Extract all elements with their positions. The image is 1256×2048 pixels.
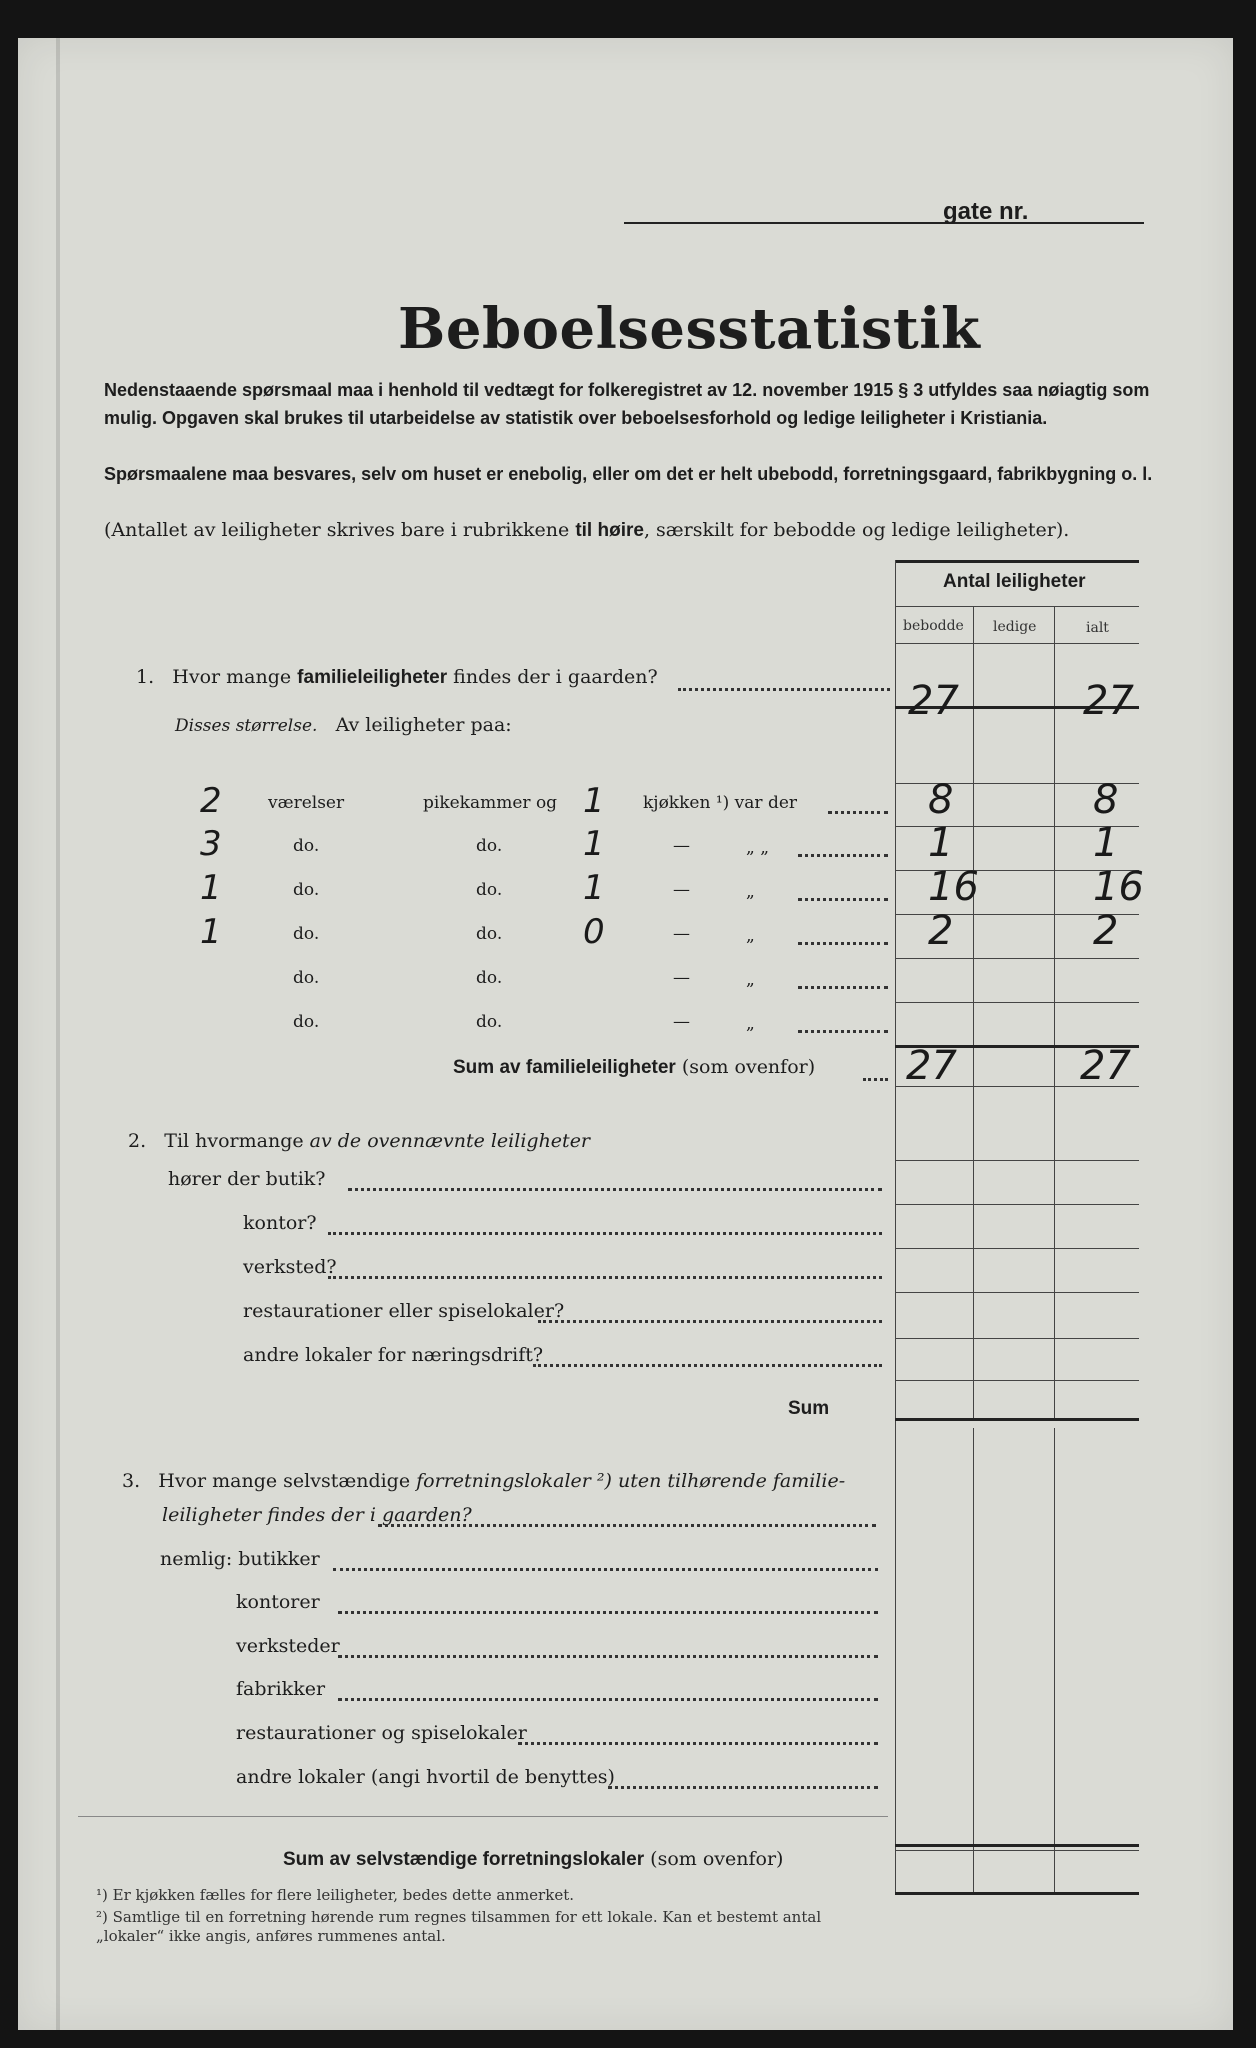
q3-item: verksteder — [236, 1635, 340, 1657]
row-kitchen-label: — — [673, 1012, 690, 1032]
row-ditto-mark: „ — [746, 926, 755, 946]
q3-item-dots — [338, 1611, 878, 1614]
q2-item: verksted? — [243, 1256, 337, 1278]
col-header-bebodde: bebodde — [903, 618, 964, 634]
row-rooms-value[interactable]: 2 — [200, 781, 222, 821]
row-dots — [798, 1030, 888, 1033]
row-ditto-mark: „ — [746, 1014, 755, 1034]
q2-text: 2. Til hvormange av de ovennævnte leiligheter — [128, 1130, 591, 1152]
row-dots — [828, 811, 888, 814]
row-maid-label: do. — [476, 924, 503, 944]
row-rooms-label: do. — [293, 836, 320, 856]
q1-dots — [678, 688, 890, 691]
sum-dots — [863, 1078, 888, 1081]
row-kitchen-label: — — [673, 924, 690, 944]
q2-sum-rule — [895, 1418, 1139, 1421]
row-bebodde-value[interactable]: 16 — [928, 864, 979, 910]
row-kitchen-value[interactable]: 1 — [583, 781, 605, 821]
row-kitchen-label: — — [673, 880, 690, 900]
row-maid-label: do. — [476, 836, 503, 856]
table-row-rule — [895, 1160, 1139, 1161]
table-top-rule — [895, 560, 1139, 563]
row-rooms-value[interactable]: 1 — [200, 868, 222, 908]
row-maid-label: do. — [476, 880, 503, 900]
row-dots — [798, 942, 888, 945]
row-kitchen-value[interactable]: 1 — [583, 824, 605, 864]
table-col-rule — [1054, 606, 1055, 1086]
row-bebodde-value[interactable]: 8 — [928, 777, 954, 823]
q3-item: fabrikker — [236, 1678, 326, 1700]
row-dots — [798, 986, 888, 989]
q3-item-dots — [338, 1698, 878, 1701]
q2-item-dots — [328, 1232, 882, 1235]
q1-answer-ialt[interactable]: 27 — [1083, 678, 1134, 724]
table-col-rule — [973, 1086, 974, 1418]
table-row-rule — [895, 1204, 1139, 1205]
table-row-rule — [895, 1380, 1139, 1381]
q1-answer-bebodde[interactable]: 27 — [908, 678, 959, 724]
row-bebodde-value[interactable]: 2 — [928, 908, 954, 954]
gate-number-label: gate nr. — [943, 198, 1029, 225]
row-ialt-value[interactable]: 8 — [1093, 777, 1119, 823]
table-row-rule — [895, 1248, 1139, 1249]
row-bebodde-value[interactable]: 1 — [928, 820, 954, 866]
row-ditto-mark: „ — [746, 882, 755, 902]
q3-dots — [378, 1524, 876, 1527]
q3-item: kontorer — [236, 1591, 320, 1613]
row-ditto-mark: „ „ — [746, 838, 770, 858]
row-ditto-mark: „ — [746, 970, 755, 990]
row-rooms-value[interactable]: 1 — [200, 912, 222, 952]
row-rooms-label: do. — [293, 1012, 320, 1032]
q3-item-dots — [338, 1655, 878, 1658]
q3-sum-rule-2 — [895, 1850, 1139, 1851]
row-dots — [798, 898, 888, 901]
row-kitchen-value[interactable]: 1 — [583, 868, 605, 908]
table-row-rule — [895, 958, 1139, 959]
q3-sum-rule-bottom — [895, 1892, 1139, 1895]
table-row-rule — [895, 1292, 1139, 1293]
q2-item: hører der butik? — [168, 1168, 326, 1190]
row-kitchen-label: kjøkken ¹) var der — [643, 793, 798, 813]
q2-item: restaurationer eller spiselokaler? — [243, 1300, 565, 1322]
intro-paragraph-3: (Antallet av leiligheter skrives bare i rubrikkene til høire, særskilt for bebodde og ledige leiligheter). — [104, 519, 1070, 541]
q2-item-dots — [538, 1320, 882, 1323]
row-rooms-value[interactable]: 3 — [200, 824, 222, 864]
q2-sum-label: Sum — [788, 1398, 830, 1419]
q3-text-line1: 3. Hvor mange selvstændige forretningslokaler ²) uten tilhørende familie- — [122, 1470, 846, 1492]
q3-text-line2: leiligheter findes der i gaarden? — [162, 1504, 472, 1526]
q2-item: andre lokaler for næringsdrift? — [243, 1344, 544, 1366]
q3-item: andre lokaler (angi hvortil de benyttes) — [236, 1766, 615, 1788]
row-rooms-label: do. — [293, 924, 320, 944]
footnote-1: ¹) Er kjøkken fælles for flere leiligheter, bedes dette anmerket. — [96, 1886, 574, 1904]
table-col-rule — [973, 606, 974, 1086]
q2-item-dots — [348, 1188, 882, 1191]
row-kitchen-value[interactable]: 0 — [583, 912, 605, 952]
row-rooms-label: do. — [293, 880, 320, 900]
table-col-rule — [973, 1428, 974, 1892]
table-col-rule — [1054, 1086, 1055, 1418]
row-ialt-value[interactable]: 1 — [1093, 820, 1119, 866]
q3-item-dots — [333, 1568, 878, 1571]
row-rooms-label: do. — [293, 968, 320, 988]
form-sheet — [18, 38, 1233, 2030]
table-left-rule — [895, 560, 896, 1892]
row-kitchen-label: — — [673, 836, 690, 856]
page-fold — [56, 38, 60, 2030]
q3-sum-rule-top — [895, 1844, 1139, 1847]
intro-paragraph-1: Nedenstaaende spørsmaal maa i henhold til vedtægt for folkeregistret av 12. november 1915 § 3 utfyldes saa nøiagtig som mulig. Opgaven skal brukes til utarbeidelse av statistik over beboelsesforhold og ledige leiligheter i Kristiania. — [104, 380, 1150, 428]
table-colhead-rule — [895, 643, 1139, 644]
q2-item-dots — [533, 1364, 882, 1367]
q3-item-dots — [608, 1786, 878, 1789]
separator-line — [78, 1816, 888, 1817]
row-rooms-label: værelser — [268, 793, 345, 813]
row-maid-label: do. — [476, 1012, 503, 1032]
table-row-rule — [895, 1002, 1139, 1003]
gate-number-field[interactable] — [624, 192, 1144, 224]
intro-paragraph-2: Spørsmaalene maa besvares, selv om huset er enebolig, eller om det er helt ubebodd, forretningsgaard, fabrikbygning o. l. — [104, 464, 1153, 484]
q3-item-dots — [518, 1742, 878, 1745]
sum-family-bebodde[interactable]: 27 — [906, 1043, 957, 1089]
sum-family-ialt[interactable]: 27 — [1080, 1043, 1131, 1089]
table-col-rule — [1054, 1428, 1055, 1892]
row-maid-label: do. — [476, 968, 503, 988]
size-heading: Disses størrelse. Av leiligheter paa: — [175, 714, 512, 736]
table-row-rule — [895, 1338, 1139, 1339]
row-dots — [798, 854, 888, 857]
row-ialt-value[interactable]: 16 — [1093, 864, 1144, 910]
sum-business-label: Sum av selvstændige forretningslokaler (som ovenfor) — [283, 1848, 784, 1870]
col-header-ialt: ialt — [1086, 620, 1109, 636]
row-kitchen-label: — — [673, 968, 690, 988]
q3-item: restaurationer og spiselokaler — [236, 1722, 527, 1744]
page-title: Beboelsesstatistik — [398, 296, 981, 362]
sum-family-label: Sum av familieleiligheter (som ovenfor) — [453, 1056, 816, 1078]
col-header-ledige: ledige — [993, 619, 1037, 635]
table-header-title: Antal leiligheter — [943, 571, 1086, 592]
row-ialt-value[interactable]: 2 — [1093, 908, 1119, 954]
footnote-2: ²) Samtlige til en forretning hørende rum regnes tilsammen for ett lokale. Kan et bestemt antal „lokaler“ ikke angis, anføres rummenes antal. — [96, 1908, 822, 1945]
q2-item: kontor? — [243, 1212, 317, 1234]
q3-item: nemlig: butikker — [160, 1548, 320, 1570]
row-maid-label: pikekammer og — [423, 793, 558, 813]
q1-text: 1. Hvor mange familieleiligheter findes der i gaarden? — [136, 666, 658, 688]
table-header-rule — [895, 606, 1139, 607]
q2-item-dots — [328, 1276, 882, 1279]
